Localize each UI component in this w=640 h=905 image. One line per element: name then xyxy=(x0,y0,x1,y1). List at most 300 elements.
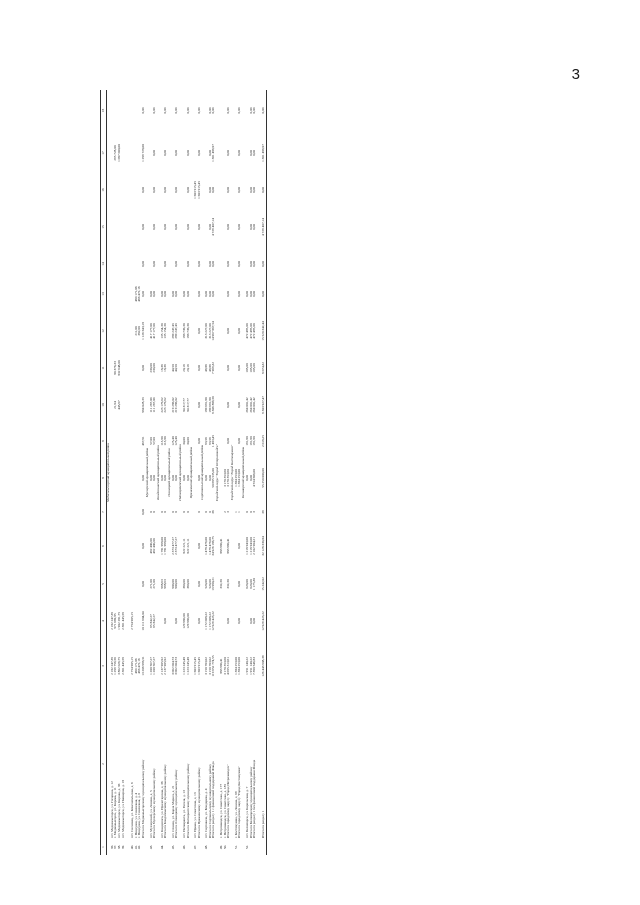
value-cell: 0,00 xyxy=(237,328,242,334)
value-cell: 1 603 915,45 xyxy=(196,181,201,199)
value-cell: 0,00 xyxy=(163,291,168,297)
value-cell: 2 137 905,92 xyxy=(163,657,168,675)
value-cell: 0,00 xyxy=(159,475,164,481)
value-cell: 0,00 xyxy=(237,261,242,267)
value-cell: 20,16 xyxy=(181,364,186,372)
value-cell: 1 172 008,22 xyxy=(207,612,212,630)
value-cell: 822 221,11 xyxy=(185,538,190,554)
value-cell: 0,00 xyxy=(196,261,201,267)
value-cell: 0,00 xyxy=(185,107,190,114)
value-cell: 0 xyxy=(181,511,186,513)
row-number: 39. xyxy=(120,844,125,850)
row-number: 48. xyxy=(204,844,209,850)
value-cell: 0,00 xyxy=(163,107,168,114)
value-cell: 0,00 xyxy=(185,261,190,267)
column-number: 1 xyxy=(101,839,107,855)
value-cell: 0,00 xyxy=(148,475,153,481)
value-cell: 0,00 xyxy=(237,438,242,444)
value-cell: 620,00 xyxy=(244,579,249,589)
address-cell: г. Пиндуши, ул. Совхозная, д. 6 xyxy=(137,792,142,838)
value-cell: 80 376,33 xyxy=(113,361,118,375)
value-cell: 186 736,30 xyxy=(185,323,190,339)
value-cell: 0 xyxy=(159,511,164,513)
value-cell: 32 128 330,84 xyxy=(262,523,266,569)
value-cell: 3 062 004,73 xyxy=(174,657,179,675)
value-cell: 4 729 407,14 xyxy=(262,205,266,249)
value-cell: 0,00 xyxy=(207,107,212,114)
value-cell: 620,00 xyxy=(248,579,253,589)
section-title: Беломорский муниципальный район xyxy=(241,446,246,499)
value-cell: 84 317,77 xyxy=(181,398,186,412)
value-cell: 0,00 xyxy=(148,291,153,297)
value-cell: 460 171,06 xyxy=(133,658,138,674)
value-cell: 0,00 xyxy=(159,291,164,297)
value-cell: 65 842,27 xyxy=(148,614,153,628)
value-cell: 492 400,00 xyxy=(148,538,153,554)
value-cell: 1 299 756,56 xyxy=(113,657,118,675)
value-cell: 0,00 xyxy=(237,150,242,156)
row-number: 52. xyxy=(244,844,249,850)
value-cell: 0,00 xyxy=(141,475,146,481)
value-cell: 14 967 867,54 xyxy=(211,321,216,341)
value-cell: 113,80 xyxy=(159,436,164,446)
value-cell: 129 960,00 xyxy=(181,613,186,629)
value-cell: 4 729 407,14 xyxy=(211,218,216,236)
value-cell: 105,00 xyxy=(248,363,253,373)
value-cell: 492 400,00 xyxy=(152,538,157,554)
value-cell: 0,00 xyxy=(226,402,231,408)
value-cell: 0,00 xyxy=(248,618,253,624)
section-title: Муезерский муниципальный район xyxy=(144,447,149,498)
address-cell: Итого по Сортавальскому муниципальному району xyxy=(207,763,212,838)
value-cell: 0,00 xyxy=(185,224,190,230)
value-cell: 0,00 xyxy=(248,261,253,267)
address-cell: Итого по Кондопожскому муниципальному району xyxy=(163,764,168,838)
value-cell: 0 xyxy=(148,511,153,513)
value-cell: 0,00 xyxy=(262,90,266,131)
address-cell: Итого по городскому округу "Город Петрозаводск" xyxy=(226,764,231,838)
value-cell: 3 170 353,60 xyxy=(222,469,227,487)
value-cell: 0,00 xyxy=(152,261,157,267)
value-cell: 971 669,85 xyxy=(113,613,118,629)
value-cell: 1 902 281,75 xyxy=(117,612,122,630)
address-cell: пгт. Сосновец, ул. Комсомольская, д. 6 xyxy=(130,782,135,838)
value-cell: 189 691,80 xyxy=(207,397,212,413)
value-cell: 360,00 xyxy=(181,579,186,589)
value-cell: 34 926 186,75 xyxy=(211,536,216,556)
value-cell: 0,00 xyxy=(174,224,179,230)
value-cell: 0,00 xyxy=(196,328,201,334)
value-cell: 0,00 xyxy=(262,279,266,309)
value-cell: 0,00 xyxy=(248,291,253,297)
column-number: 14 xyxy=(101,249,107,279)
address-cell: пгт. Олонец, ул. Карла Маркса, д. 21 xyxy=(170,785,175,838)
value-cell: 264 001,42 xyxy=(252,397,257,413)
value-cell: 0 xyxy=(196,511,201,513)
value-cell: 0,00 xyxy=(170,291,175,297)
column-number: 3 xyxy=(101,643,107,689)
value-cell: 1 478 476,00 xyxy=(207,537,212,555)
value-cell: 3 062 004,73 xyxy=(170,657,175,675)
value-cell: 0 xyxy=(152,511,157,513)
value-cell: 472 495,00 xyxy=(244,323,249,339)
value-cell: 7 969,32 xyxy=(211,362,216,374)
value-cell: 0,00 xyxy=(163,150,168,156)
value-cell: 1 384 253,00 xyxy=(237,469,242,487)
value-cell: 0,00 xyxy=(226,224,231,230)
row-number: 40. xyxy=(130,844,135,850)
value-cell: 0,00 xyxy=(196,475,201,481)
row-number: 37. xyxy=(113,844,118,850)
value-cell: 271,00 xyxy=(152,579,157,589)
value-cell: 0,00 xyxy=(141,291,146,297)
address-cell: Итого по Питкярантскому муниципальному району xyxy=(185,763,190,838)
value-cell: 3 150 703,02 xyxy=(207,657,212,675)
value-cell: 0,00 xyxy=(152,107,157,114)
value-cell: 472 495,00 xyxy=(248,323,253,339)
value-cell: 44,50 xyxy=(170,364,175,372)
value-cell: 0,00 xyxy=(262,249,266,279)
value-cell: 0,00 xyxy=(237,291,242,297)
value-cell: 264 001,42 xyxy=(244,397,249,413)
value-cell: 0,00 xyxy=(196,150,201,156)
value-cell: 0,00 xyxy=(248,107,253,114)
value-cell: 0,00 xyxy=(252,261,257,267)
value-cell: 1 xyxy=(233,511,238,513)
value-cell: 0,00 xyxy=(152,150,157,156)
section-title: Городской округ "Город Петрозаводск" xyxy=(215,443,220,502)
value-cell: 55 250 000,00 xyxy=(262,455,266,501)
column-number: 4 xyxy=(101,599,107,643)
row-number: 36. xyxy=(109,844,114,850)
value-cell: 1 200 567,27 xyxy=(152,657,157,675)
row-number: 51. xyxy=(233,844,238,850)
value-cell: 1 478 476,00 xyxy=(204,537,209,555)
value-cell: 0,00 xyxy=(252,291,257,297)
value-cell: 0 xyxy=(185,511,190,513)
value-cell: 119 652 774,55 xyxy=(211,655,216,677)
value-cell: 12 929 423,22 xyxy=(262,599,266,643)
row-number: 46. xyxy=(181,844,186,850)
value-cell: 0,00 xyxy=(152,475,157,481)
value-cell: 1 384 253,00 xyxy=(237,657,242,675)
value-cell: 0,00 xyxy=(196,438,201,444)
value-cell: 0,00 xyxy=(211,107,216,114)
value-cell: 1 361 486,97 xyxy=(262,131,266,175)
value-cell: 0,00 xyxy=(237,581,242,587)
value-cell: 50 685 535,00 xyxy=(211,468,216,488)
row-number: 50. xyxy=(222,844,227,850)
value-cell: 0,00 xyxy=(196,107,201,114)
value-cell: 0 xyxy=(204,511,209,513)
value-cell: 0,00 xyxy=(196,224,201,230)
value-cell: 1 218 943,00 xyxy=(244,537,249,555)
value-cell: 186 736,30 xyxy=(181,323,186,339)
value-cell: 0,00 xyxy=(196,543,201,549)
column-number: 12 xyxy=(101,309,107,353)
value-cell: 0,00 xyxy=(244,291,249,297)
value-cell: 417 177,00 xyxy=(152,323,157,339)
row-number: 49. xyxy=(218,844,223,850)
value-cell: 0,00 xyxy=(170,475,175,481)
value-cell: 0,00 xyxy=(226,365,231,371)
value-cell: 1 223 245,48 xyxy=(185,657,190,675)
value-cell: 189 691,80 xyxy=(204,397,209,413)
value-cell: 2 754 905,15 xyxy=(130,612,135,630)
value-cell: 313 227,00 xyxy=(204,323,209,339)
value-cell: 21,94 xyxy=(113,401,118,409)
value-cell: 2 754 905,15 xyxy=(130,657,135,675)
value-cell: 0,00 xyxy=(207,150,212,156)
value-cell: 0,00 xyxy=(244,475,249,481)
value-cell: 0,00 xyxy=(163,224,168,230)
value-cell: 125,40 xyxy=(174,436,179,446)
value-cell: 3 170 353,60 xyxy=(222,657,227,675)
value-cell: 1 299 728,00 xyxy=(141,144,146,162)
value-cell: 18,36 xyxy=(159,364,164,372)
row-number: 41. xyxy=(133,844,138,850)
value-cell: 0,00 xyxy=(211,261,216,267)
value-cell: 417 177,00 xyxy=(148,323,153,339)
value-cell: 4 055 313,61 xyxy=(226,657,231,675)
value-cell: 0,00 xyxy=(237,107,242,114)
value-cell: 0,00 xyxy=(152,291,157,297)
address-cell: Итого по разделу 1 с финансовой поддержкой Фонда xyxy=(211,761,216,838)
value-cell: 1 483,45 xyxy=(211,435,216,447)
value-cell: 0,00 xyxy=(141,581,146,587)
value-cell: 36 xyxy=(211,510,216,514)
value-cell: 3 150 703,02 xyxy=(204,657,209,675)
value-cell: 0,00 xyxy=(163,475,168,481)
value-cell: 520,00 xyxy=(204,579,209,589)
value-cell: 219 286,02 xyxy=(174,397,179,413)
value-cell: 998,63 xyxy=(159,579,164,589)
section-title: Кондопожский муниципальный район xyxy=(155,445,160,500)
value-cell: 520,00 xyxy=(207,579,212,589)
value-cell: 0,00 xyxy=(237,402,242,408)
rotated-table-container xyxy=(100,90,555,855)
value-cell: 113,80 xyxy=(163,436,168,446)
value-cell: 10 111 604,04 xyxy=(141,611,146,631)
value-cell: 1 951 140,22 xyxy=(244,657,249,675)
row-number: 47. xyxy=(192,844,197,850)
address-cell: Итого по Пряжинскому муниципальному району xyxy=(196,767,201,838)
value-cell: 994 028,33 xyxy=(141,397,146,413)
value-cell: 1 951 140,22 xyxy=(248,657,253,675)
value-cell: 105,00 xyxy=(252,363,257,373)
section-title: Олонецкий муниципальный район xyxy=(167,448,172,497)
column-number: 16 xyxy=(101,175,107,205)
address-cell: пгт. Медвежьегорск, ул. Кирова, д. 36 xyxy=(117,783,122,838)
value-cell: 0,00 xyxy=(163,187,168,193)
value-cell: 1 603 915,45 xyxy=(196,657,201,675)
value-cell: 0,00 xyxy=(252,618,257,624)
value-cell: 822 221,11 xyxy=(181,538,186,554)
address-cell: г. Медвежьегорск, ул. Кирова, д. 11 xyxy=(113,787,118,838)
column-number: 18 xyxy=(101,90,107,131)
value-cell: 0,00 xyxy=(252,150,257,156)
value-cell: 0,00 xyxy=(237,224,242,230)
value-cell: 9 306 886,56 xyxy=(211,396,216,414)
value-cell: 211,00 xyxy=(133,326,138,336)
value-cell: 1 200 567,27 xyxy=(148,657,153,675)
row-number: 42. xyxy=(137,844,142,850)
address-cell: Итого по Беломорскому муниципальному району xyxy=(248,766,253,838)
row-number: 43. xyxy=(148,844,153,850)
value-cell: 460 171,06 xyxy=(133,286,138,302)
value-cell: 0,00 xyxy=(248,224,253,230)
value-cell: 0,00 xyxy=(174,618,179,624)
value-cell: 0,00 xyxy=(141,261,146,267)
value-cell: 0,00 xyxy=(196,581,201,587)
value-cell: 125,40 xyxy=(170,436,175,446)
address-cell: Итого по Муезерскому муниципальному району xyxy=(152,768,157,838)
column-number: 13 xyxy=(101,279,107,309)
value-cell: 3 170 353,60 xyxy=(226,469,231,487)
value-cell: 2 182 247,39 xyxy=(109,657,114,675)
value-cell: 0,00 xyxy=(196,365,201,371)
column-number: 6 xyxy=(101,523,107,569)
value-cell: 135 154,30 xyxy=(159,323,164,339)
value-cell: 1 097 000,00 xyxy=(117,144,122,162)
value-cell: 0 xyxy=(244,511,249,513)
value-cell: 883 960,41 xyxy=(218,538,223,554)
value-cell: 0,00 xyxy=(252,224,257,230)
value-cell: 0 xyxy=(248,511,253,513)
column-number: 5 xyxy=(101,569,107,599)
value-cell: 998,63 xyxy=(163,579,168,589)
address-cell: пгт. Сортавала, ул. Бондарева, д. 4 xyxy=(204,788,209,838)
value-cell: 0,00 xyxy=(141,187,146,193)
value-cell: 0,00 xyxy=(262,175,266,205)
address-cell: Итого по городскому округу "Город Костомукша" xyxy=(237,766,242,838)
section-title: Городской округ "Город Костомукша" xyxy=(230,444,234,501)
value-cell: 4 554 606,00 xyxy=(252,469,257,487)
value-cell: 230,00 xyxy=(148,363,153,373)
address-cell: пгт. Питкяранта, ул. Гоголя, д. 13 xyxy=(181,790,186,838)
value-cell: 0,00 xyxy=(163,618,168,624)
value-cell: 0,00 xyxy=(141,509,146,515)
value-cell: 3 xyxy=(252,511,257,513)
value-cell: 57,00 xyxy=(152,437,157,445)
column-number: 15 xyxy=(101,205,107,249)
total-row xyxy=(262,90,266,855)
value-cell: 466 472,16 xyxy=(137,286,142,302)
value-cell: 230,00 xyxy=(152,363,157,373)
value-cell: 0,00 xyxy=(226,438,231,444)
column-number: 2 xyxy=(101,689,107,839)
value-cell: 1 384 253,00 xyxy=(233,469,238,487)
value-cell: 0,00 xyxy=(204,475,209,481)
value-cell: 0,00 xyxy=(226,328,231,334)
value-cell: 65 842,27 xyxy=(152,614,157,628)
value-cell: 264 001,42 xyxy=(248,397,253,413)
value-cell: 332,30 xyxy=(218,579,223,589)
value-cell: 0,00 xyxy=(226,187,231,193)
value-cell: 223 176,62 xyxy=(159,397,164,413)
value-cell: 0,00 xyxy=(185,187,190,193)
value-cell: 0,00 xyxy=(152,187,157,193)
value-cell: 0 xyxy=(174,511,179,513)
value-cell: 0,00 xyxy=(141,107,146,114)
value-cell: 0,00 xyxy=(207,187,212,193)
value-cell: 219 286,02 xyxy=(170,397,175,413)
value-cell: 2 xyxy=(222,511,227,513)
value-cell: 1 218 943,00 xyxy=(248,537,253,555)
value-cell: 1 175,30 xyxy=(252,578,257,590)
value-cell: 0,00 xyxy=(211,187,216,193)
value-cell: 20,16 xyxy=(185,364,190,372)
value-cell: 883 960,41 xyxy=(218,658,223,674)
value-cell: 13 980,21 xyxy=(211,577,216,591)
value-cell: 0 xyxy=(163,511,168,513)
value-cell: 18,36 xyxy=(163,364,168,372)
value-cell: 883 960,41 xyxy=(226,538,231,554)
row-number: 44. xyxy=(159,844,164,850)
value-cell: 0,00 xyxy=(248,150,253,156)
value-cell: 12 929 423,22 xyxy=(211,611,216,631)
row-number xyxy=(262,839,266,855)
value-cell: 0,00 xyxy=(252,107,257,114)
address-cell: г. Пиндуши, ул. Совхозная, д. 4 xyxy=(133,792,138,838)
value-cell: 2 373 477,27 xyxy=(170,537,175,555)
value-cell: 191,80 xyxy=(252,436,257,446)
value-cell: 8 074,32 xyxy=(262,353,266,383)
value-cell: 0,00 xyxy=(237,365,242,371)
value-cell: 0,00 xyxy=(181,291,186,297)
address-cell: пгт. Кондопога, ул. Пролетарская, д. 36 xyxy=(159,781,164,838)
value-cell: 3 862 026,75 xyxy=(117,657,122,675)
value-cell: 0,00 xyxy=(196,291,201,297)
value-cell: 111 267,00 xyxy=(148,397,153,413)
column-number: 17 xyxy=(101,131,107,175)
value-cell: 0,00 xyxy=(196,618,201,624)
value-cell: 382,00 xyxy=(137,326,142,336)
value-cell: 0,00 xyxy=(211,291,216,297)
value-cell: 295 728,00 xyxy=(113,145,118,161)
value-cell: 191,80 xyxy=(248,436,253,446)
value-cell: 0,00 xyxy=(174,475,179,481)
value-cell: 0,00 xyxy=(248,475,253,481)
row-number: 45. xyxy=(170,844,175,850)
value-cell: 13 206 996,51 xyxy=(141,656,146,676)
value-cell: 1 781 998,00 xyxy=(163,537,168,555)
value-cell: 223 176,62 xyxy=(163,397,168,413)
address-cell: пгт. Медвежьегорск, ул. Гагарина, д. 12 xyxy=(109,781,114,838)
value-cell: 126 443 908,39 xyxy=(262,643,266,689)
value-cell: 2 361 445,59 xyxy=(120,612,125,630)
value-cell: 289 247,43 xyxy=(170,323,175,339)
column-number: 11 xyxy=(101,353,107,383)
value-cell: 0,00 xyxy=(181,475,186,481)
value-cell: 0,00 xyxy=(185,150,190,156)
value-cell: 3 xyxy=(226,511,231,513)
value-cell: 34,00 xyxy=(185,437,190,445)
data-table xyxy=(100,90,267,855)
value-cell: 467,91 xyxy=(141,436,146,446)
value-cell: 0,00 xyxy=(152,224,157,230)
value-cell: 445,97 xyxy=(117,400,122,410)
value-cell: 34,00 xyxy=(181,437,186,445)
address-cell: Итого по разделу 1 без финансовой поддержки Фонда xyxy=(252,759,257,838)
value-cell: 1 603 915,45 xyxy=(192,657,197,675)
value-cell: 15 242,02 xyxy=(262,569,266,599)
address-cell: г. Петрозаводск, ул. Советская, д. 177 xyxy=(218,783,223,838)
value-cell: 0,00 xyxy=(141,365,146,371)
value-cell: 0,00 xyxy=(248,187,253,193)
section-title: Сортавальский муниципальный район xyxy=(200,444,205,501)
value-cell: 105,00 xyxy=(244,363,249,373)
